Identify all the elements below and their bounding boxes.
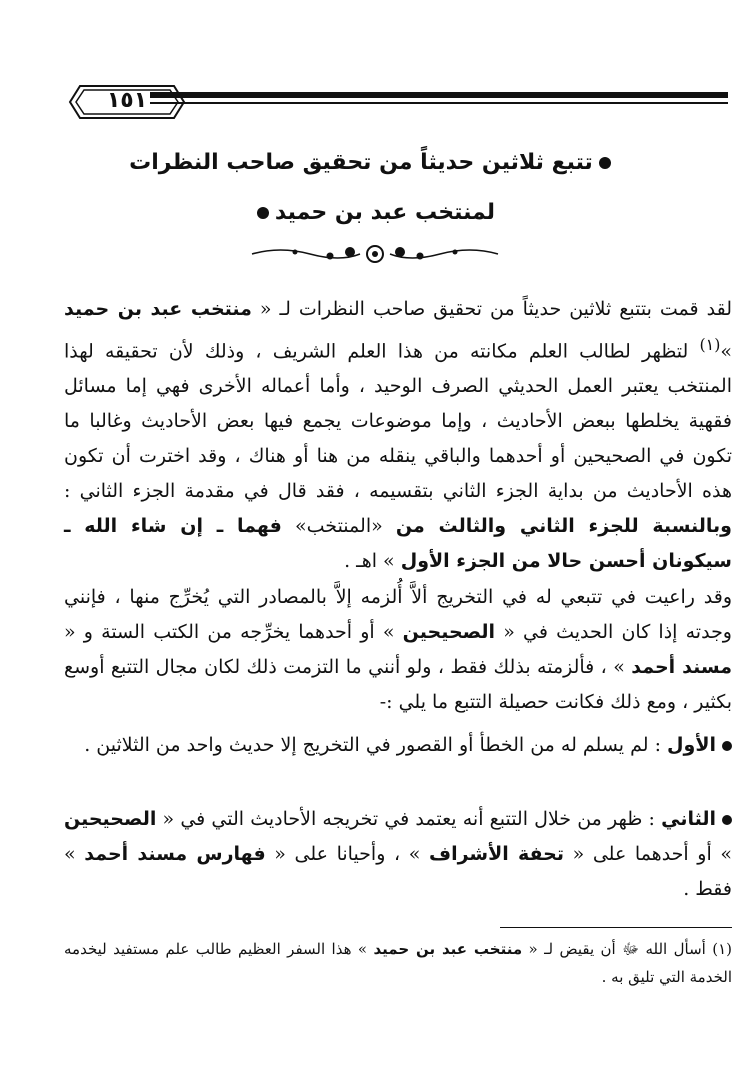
bold-text-run: فهما ـ إن شاء الله ـ سيكونان أحسن حالا من الجزء الأول	[64, 515, 732, 573]
bold-text-run: الصحيحين	[402, 621, 496, 643]
bold-text-run: فهارس مسند أحمد	[84, 843, 266, 865]
text-run: : لم يسلم له من الخطأ أو القصور في التخريج إلا حديث واحد من الثلاثين .	[84, 734, 668, 756]
paragraph-intro	[64, 292, 732, 579]
ornament-divider-icon	[250, 240, 500, 268]
header-thick-line	[150, 92, 728, 98]
text-run: «المنتخب»	[281, 515, 396, 538]
text-run: »	[720, 340, 732, 363]
text-run: » هذا السفر العظيم طالب علم مستفيد ليخدمه الخدمة التي تليق به .	[64, 940, 732, 986]
paragraph-second-point	[64, 802, 732, 907]
bold-text-run: وبالنسبة للجزء الثاني والثالث من	[395, 515, 732, 538]
footnote-rule	[500, 927, 732, 928]
text-run: » أو أحدهما يخرِّجه من الكتب الستة و «	[64, 621, 403, 643]
text-run: (١) أسأل الله ﷻ أن يقيض لـ «	[522, 940, 732, 958]
page-number: ١٥١	[106, 88, 148, 113]
text-run: » اهـ .	[344, 550, 401, 573]
text-run: » فقط .	[64, 843, 732, 900]
header-rule	[150, 92, 728, 112]
bold-text-run: منتخب عبد بن حميد	[64, 298, 252, 320]
heading-line-1	[60, 150, 686, 175]
text-run: لقد قمت بتتبع ثلاثين حديثاً من تحقيق صاحب النظرات لـ «	[251, 298, 732, 320]
bold-text-run: الصحيحين	[64, 808, 157, 830]
text-run: » ، فألزمته بذلك فقط ، ولو أنني ما التزمت ذلك لكان مجال التتبع أوسع بكثير ، ومع ذلك فكانت حصيلة التتبع ما يلي :-	[64, 656, 732, 713]
footnote	[64, 935, 732, 991]
text-run: لتظهر لطالب العلم مكانته من هذا العلم الشريف ، وذلك لأن تحقيقه لهذا المنتخب يعتبر العمل الحديثي الصرف الوحيد ، وأما أعماله الأخرى فهي إما مسائل فقهية يخلطها ببعض الأحاديث ، وإما موضوعات يجمع فيها بعض الأحاديث وغالبا ما تكون في الصحيحين أو أحدهما والباقي ينقله من هنا أو هناك ، وقد اخترت أن تكون هذه الأحاديث من بداية الجزء الثاني بتقسيمه ، فقد قال في مقدمة الجزء الثاني :	[64, 340, 732, 503]
page-number-frame	[68, 82, 186, 122]
heading-text-2: لمنتخب عبد بن حميد	[274, 200, 496, 225]
text-run: » أو أحدهما على «	[563, 843, 732, 865]
bullet-icon	[722, 741, 732, 751]
bullet-icon	[257, 207, 269, 219]
paragraph-method	[64, 580, 732, 720]
bold-text-run: الثاني	[661, 808, 716, 830]
text-run: » ، وأحيانا على «	[265, 843, 429, 865]
text-run: : ظهر من خلال التتبع أنه يعتمد في تخريجه الأحاديث التي في «	[156, 808, 662, 830]
header-thin-line	[150, 102, 728, 104]
bold-text-run: مسند أحمد	[631, 656, 732, 678]
text-run: وقد راعيت في تتبعي له في التخريج ألاَّ أُلزمه إلاَّ بالمصادر التي يُخرِّج منها ، فإنني وجدته إذا كان الحديث في «	[64, 586, 732, 643]
paragraph-first-point	[64, 728, 732, 763]
heading-text-1: تتبع ثلاثين حديثاً من تحقيق صاحب النظرات	[129, 150, 593, 175]
heading-line-2	[60, 200, 686, 225]
bullet-icon	[722, 815, 732, 825]
bold-text-run: تحفة الأشراف	[429, 843, 564, 865]
bold-text-run: منتخب عبد بن حميد	[373, 940, 523, 958]
bold-text-run: الأول	[667, 734, 716, 756]
footnote-reference: (١)	[699, 335, 721, 354]
bullet-icon	[599, 157, 611, 169]
